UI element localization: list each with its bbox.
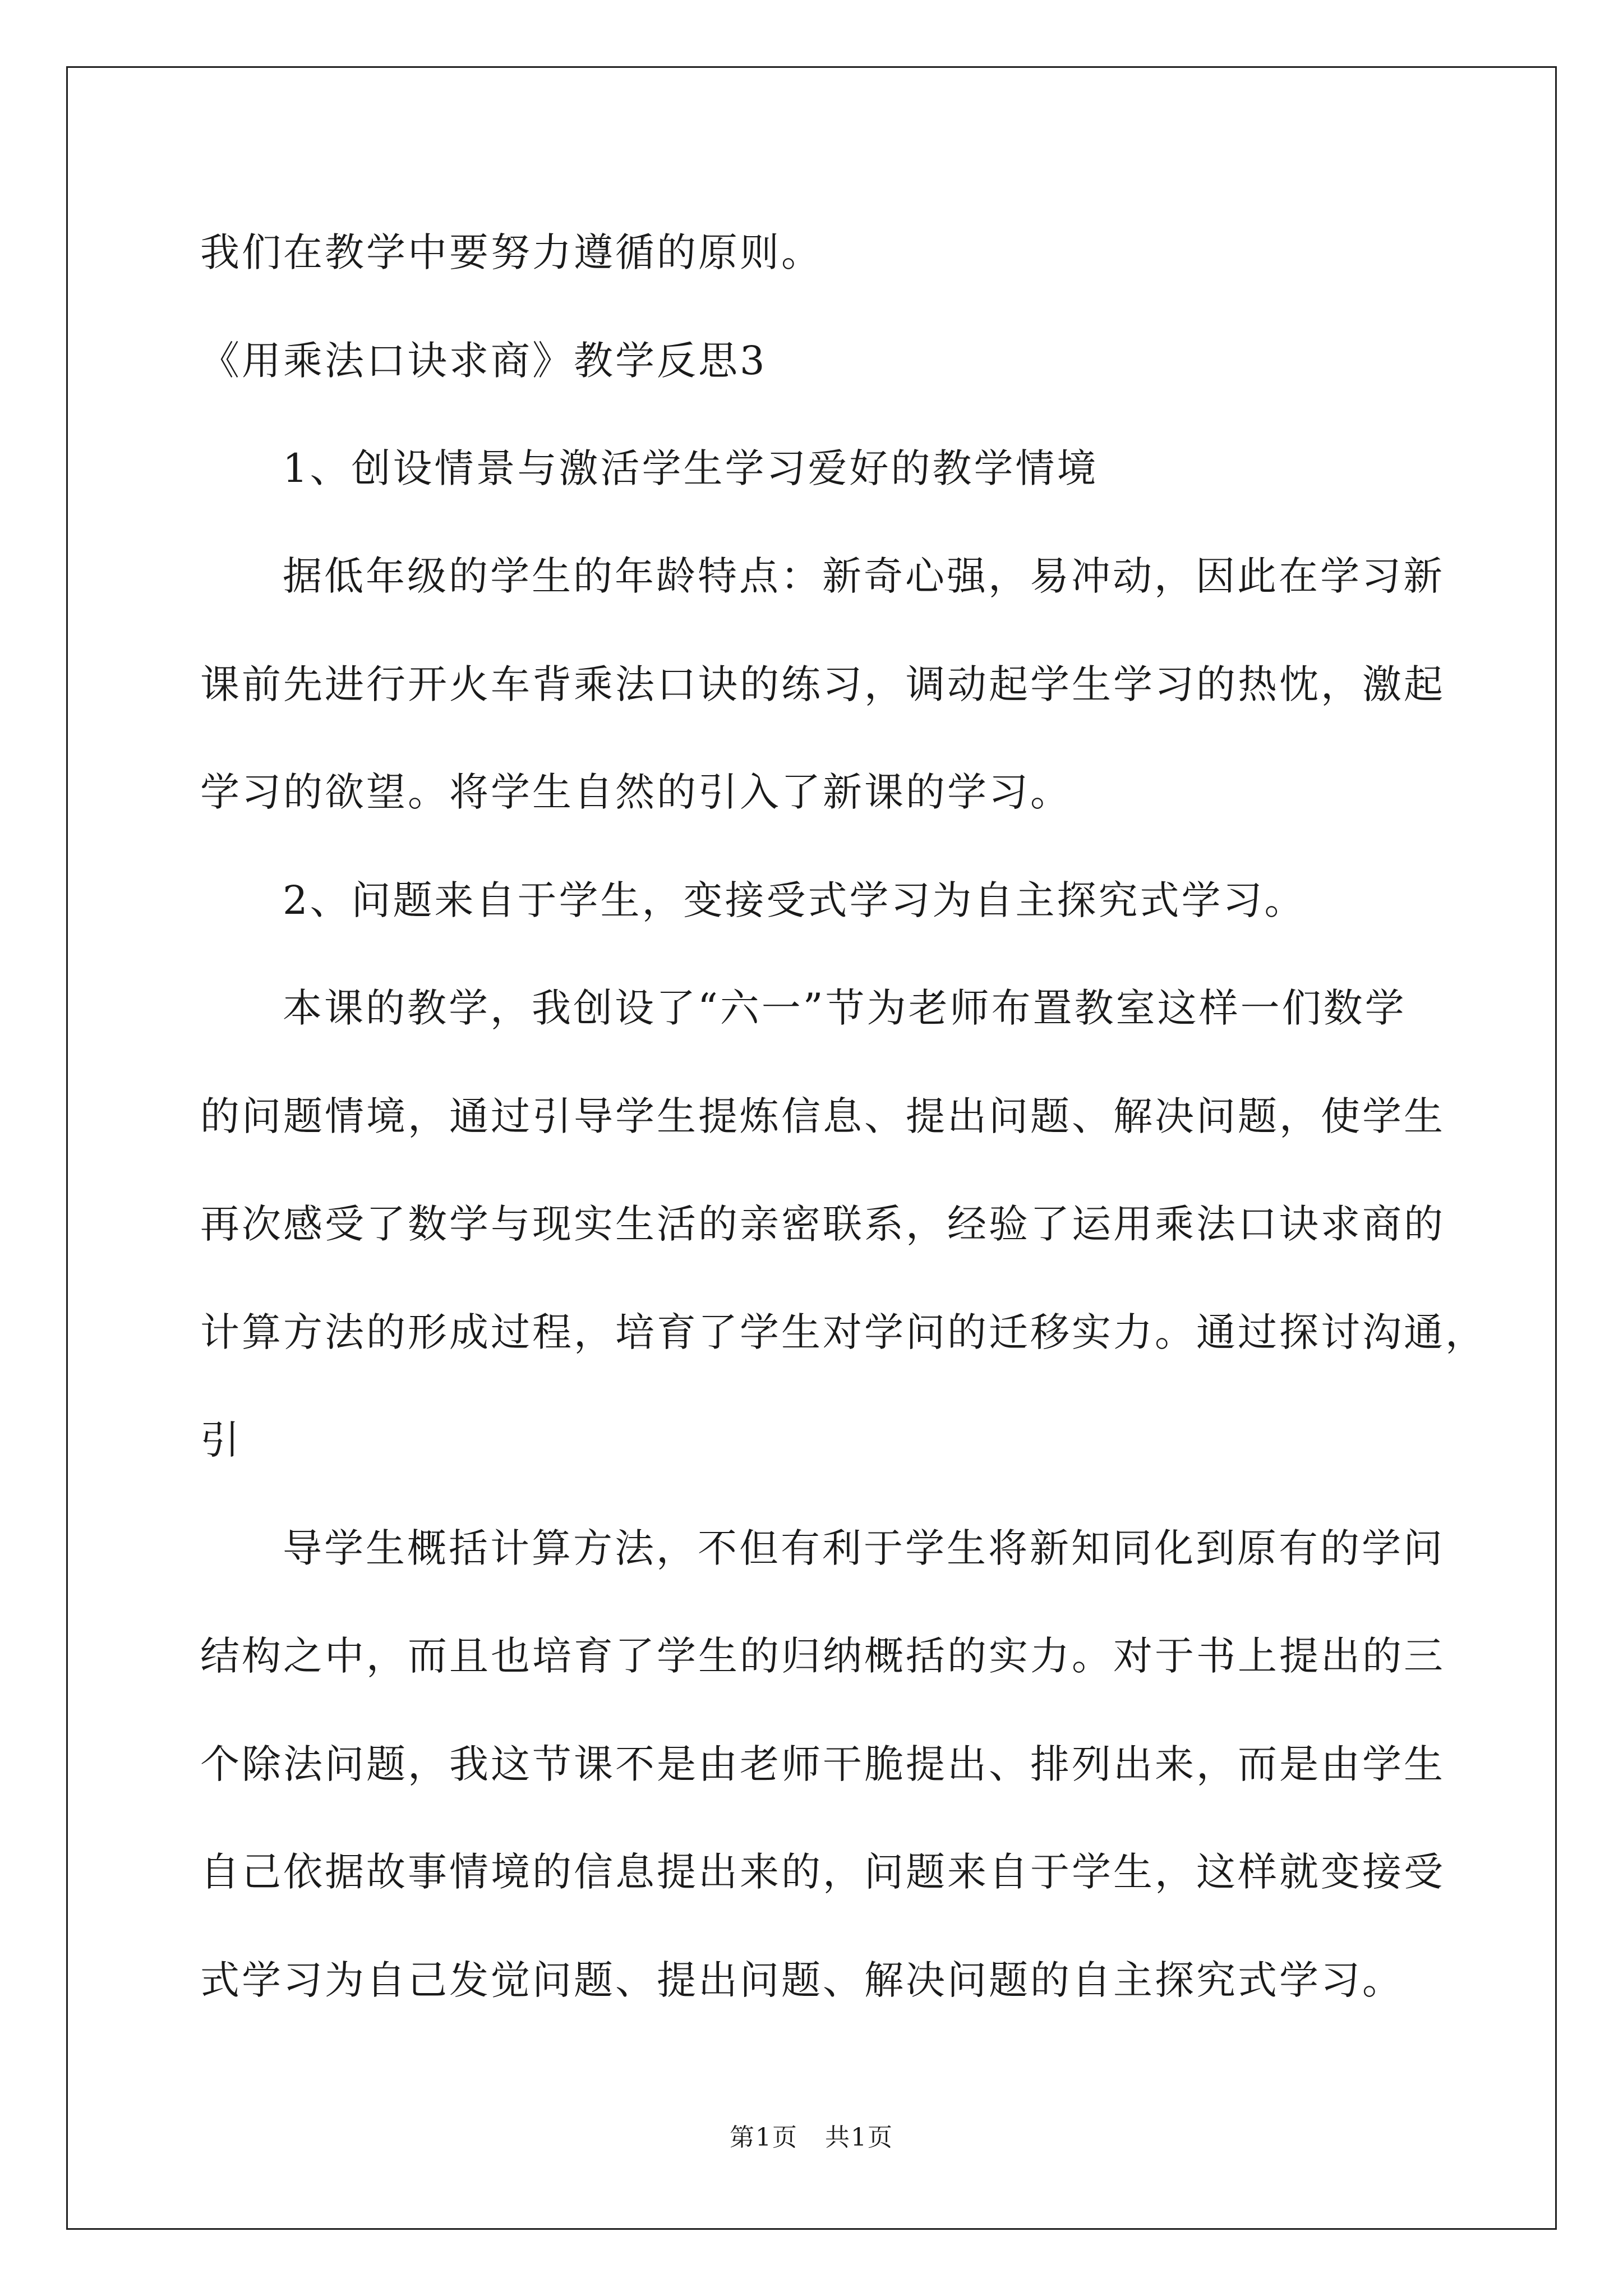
text-line-10: 再次感受了数学与现实生活的亲密联系，经验了运用乘法口诀求商的 bbox=[200, 1201, 1445, 1247]
text-line-15: 个除法问题，我这节课不是由老师干脆提出、排列出来，而是由学生 bbox=[200, 1741, 1445, 1787]
page-number: 第1页 bbox=[730, 2123, 799, 2152]
text-line-11: 计算方法的形成过程，培育了学生对学问的迁移实力。通过探讨沟通， bbox=[200, 1309, 1487, 1355]
text-line-6: 学习的欲望。将学生自然的引入了新课的学习。 bbox=[200, 769, 1072, 815]
text-line-16: 自己依据故事情境的信息提出来的，问题来自于学生，这样就变接受 bbox=[200, 1849, 1445, 1895]
page-footer bbox=[0, 2122, 1623, 2154]
text-line-3: 1、创设情景与激活学生学习爱好的教学情境 bbox=[283, 445, 1099, 491]
text-line-7: 2、问题来自于学生，变接受式学习为自主探究式学习。 bbox=[283, 877, 1306, 923]
text-line-12: 引 bbox=[200, 1417, 242, 1463]
text-line-14: 结构之中，而且也培育了学生的归纳概括的实力。对于书上提出的三 bbox=[200, 1633, 1445, 1679]
text-line-17: 式学习为自己发觉问题、提出问题、解决问题的自主探究式学习。 bbox=[200, 1957, 1404, 2003]
text-line-5: 课前先进行开火车背乘法口诀的练习，调动起学生学习的热忱，激起 bbox=[200, 661, 1445, 707]
text-line-13: 导学生概括计算方法，不但有利于学生将新知同化到原有的学问 bbox=[283, 1525, 1445, 1571]
section-heading: 《用乘法口诀求商》教学反思3 bbox=[200, 338, 767, 384]
text-line-4: 据低年级的学生的年龄特点：新奇心强，易冲动，因此在学习新 bbox=[283, 553, 1445, 599]
page-border bbox=[66, 66, 1557, 2230]
text-line-1: 我们在教学中要努力遵循的原则。 bbox=[200, 229, 823, 275]
text-line-8: 本课的教学，我创设了“六一”节为老师布置教室这样一们数学 bbox=[283, 985, 1407, 1031]
page-total: 共1页 bbox=[824, 2123, 893, 2152]
text-line-9: 的问题情境，通过引导学生提炼信息、提出问题、解决问题，使学生 bbox=[200, 1093, 1445, 1139]
